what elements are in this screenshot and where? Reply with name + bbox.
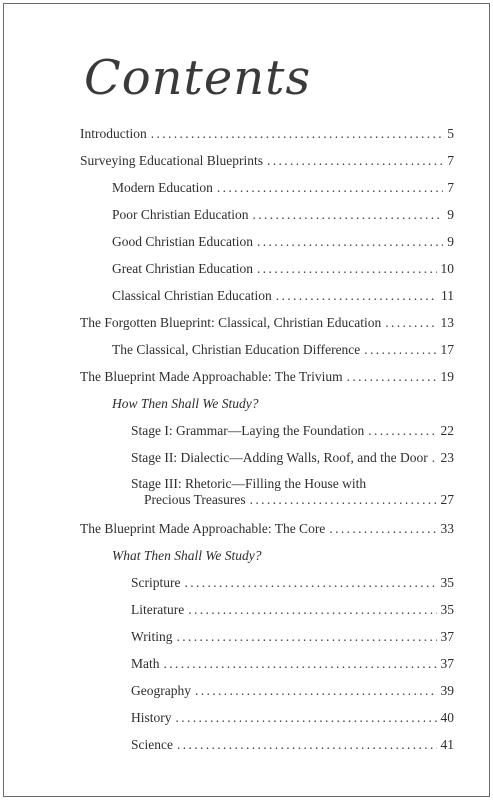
toc-entry-page: 27 bbox=[440, 492, 454, 507]
toc-entry-label: Good Christian Education bbox=[112, 234, 253, 249]
dot-leader bbox=[176, 710, 437, 726]
toc-entry[interactable] bbox=[80, 153, 454, 169]
toc-entry[interactable] bbox=[112, 180, 454, 196]
toc-entry[interactable] bbox=[112, 288, 454, 304]
toc-entry[interactable] bbox=[112, 342, 454, 358]
toc-entry-page: 37 bbox=[440, 656, 454, 671]
dot-leader bbox=[257, 261, 437, 277]
toc-entry[interactable] bbox=[131, 656, 454, 672]
toc-entry[interactable] bbox=[131, 737, 454, 753]
dot-leader bbox=[177, 737, 437, 753]
toc-entry-label: Classical Christian Education bbox=[112, 288, 272, 303]
dot-leader bbox=[176, 629, 436, 645]
toc-entry-label: Great Christian Education bbox=[112, 261, 253, 276]
toc-entry[interactable] bbox=[131, 710, 454, 726]
dot-leader bbox=[195, 683, 437, 699]
toc-entry[interactable] bbox=[131, 602, 454, 618]
toc-entry-label: Science bbox=[131, 737, 173, 752]
toc-entry-page: 22 bbox=[440, 423, 454, 438]
dot-leader bbox=[368, 423, 436, 439]
toc-entry-label: Scripture bbox=[131, 575, 181, 590]
toc-entry-page: 7 bbox=[447, 180, 454, 195]
toc-entry-page: 40 bbox=[440, 710, 454, 725]
toc-entry-page: 41 bbox=[440, 737, 454, 752]
toc-entry-label: Writing bbox=[131, 629, 173, 644]
toc-entry-page: 23 bbox=[440, 450, 454, 465]
toc-entry-label: The Forgotten Blueprint: Classical, Christian Education bbox=[80, 315, 382, 330]
toc-entry-label: The Classical, Christian Education Difference bbox=[112, 342, 361, 357]
dot-leader bbox=[188, 602, 436, 618]
toc-entry[interactable] bbox=[131, 683, 454, 699]
dot-leader bbox=[432, 450, 437, 466]
dot-leader bbox=[364, 342, 436, 358]
toc-entry-page: 13 bbox=[440, 315, 454, 330]
toc-entry-label: History bbox=[131, 710, 172, 725]
toc-entry-page: 17 bbox=[440, 342, 454, 357]
dot-leader bbox=[164, 656, 437, 672]
toc-entry[interactable] bbox=[112, 207, 454, 223]
toc-entry-page: 19 bbox=[440, 369, 454, 384]
toc-entry-page: 10 bbox=[440, 261, 454, 276]
dot-leader bbox=[151, 126, 444, 142]
toc-entry-page: 37 bbox=[440, 629, 454, 644]
toc-entry[interactable] bbox=[80, 315, 454, 331]
toc-entry[interactable] bbox=[80, 126, 454, 142]
table-of-contents bbox=[4, 4, 489, 796]
dot-leader bbox=[252, 207, 443, 223]
toc-entry-label: Poor Christian Education bbox=[112, 207, 249, 222]
toc-entry-page: 39 bbox=[440, 683, 454, 698]
toc-entry[interactable] bbox=[112, 234, 454, 250]
dot-leader bbox=[329, 521, 436, 537]
dot-leader bbox=[185, 575, 437, 591]
toc-entry[interactable] bbox=[131, 450, 454, 466]
toc-entry-label: Stage II: Dialectic—Adding Walls, Roof, and the Door bbox=[131, 450, 428, 465]
dot-leader bbox=[217, 180, 443, 196]
contents-page bbox=[3, 3, 490, 797]
toc-entry[interactable] bbox=[131, 629, 454, 645]
toc-entry-label: The Blueprint Made Approachable: The Trivium bbox=[80, 369, 343, 384]
toc-entry-label: Stage III: Rhetoric—Filling the House with bbox=[131, 476, 367, 491]
toc-entry-page: 35 bbox=[440, 575, 454, 590]
dot-leader bbox=[257, 234, 443, 250]
toc-entry-label-continued: Precious Treasures bbox=[144, 492, 246, 507]
toc-entry[interactable] bbox=[131, 575, 454, 591]
toc-entry[interactable] bbox=[80, 521, 454, 537]
toc-entry-page: 35 bbox=[440, 602, 454, 617]
section-subheading: What Then Shall We Study? bbox=[112, 548, 262, 563]
dot-leader bbox=[276, 288, 437, 304]
dot-leader bbox=[347, 369, 437, 385]
toc-entry[interactable] bbox=[80, 369, 454, 385]
dot-leader bbox=[267, 153, 443, 169]
dot-leader bbox=[250, 492, 437, 508]
toc-entry[interactable] bbox=[131, 423, 454, 439]
toc-entry-label: Geography bbox=[131, 683, 191, 698]
toc-entry-page: 9 bbox=[447, 234, 454, 249]
toc-entry-page: 9 bbox=[447, 207, 454, 222]
section-subheading: How Then Shall We Study? bbox=[112, 396, 259, 411]
toc-entry-page: 7 bbox=[447, 153, 454, 168]
toc-entry-label: Literature bbox=[131, 602, 185, 617]
toc-entry[interactable] bbox=[131, 476, 454, 508]
dot-leader bbox=[385, 315, 436, 331]
toc-entry-label: Math bbox=[131, 656, 160, 671]
page-title: Contents bbox=[84, 50, 312, 106]
toc-entry-label: Surveying Educational Blueprints bbox=[80, 153, 263, 168]
toc-entry-label: The Blueprint Made Approachable: The Core bbox=[80, 521, 326, 536]
toc-entry-page: 33 bbox=[440, 521, 454, 536]
toc-entry[interactable] bbox=[112, 261, 454, 277]
toc-entry-page: 11 bbox=[441, 288, 454, 303]
toc-entry-page: 5 bbox=[447, 126, 454, 141]
toc-entry-label: Stage I: Grammar—Laying the Foundation bbox=[131, 423, 365, 438]
toc-entry-label: Modern Education bbox=[112, 180, 213, 195]
toc-entry-label: Introduction bbox=[80, 126, 147, 141]
